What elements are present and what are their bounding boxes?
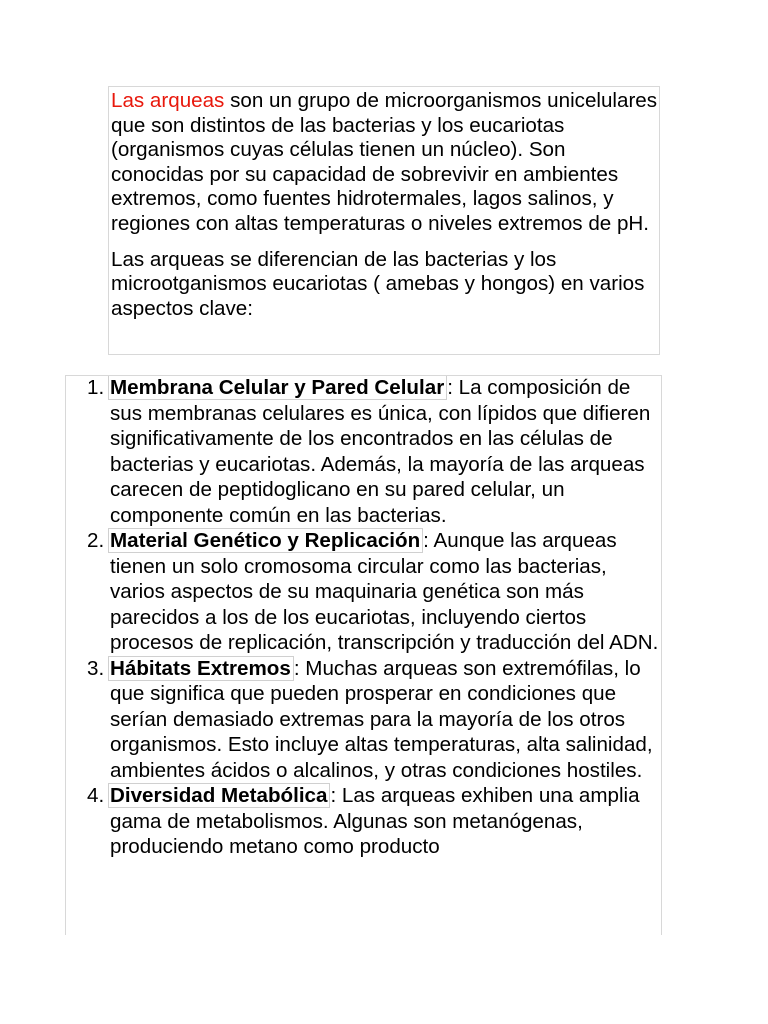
aspects-list: [66, 375, 661, 860]
intro-paragraph: [111, 89, 659, 237]
list-item: [66, 528, 661, 656]
list-item: [66, 656, 661, 784]
list-item-number: 2.: [87, 529, 105, 552]
list-item-term: Hábitats Extremos: [108, 656, 294, 681]
list-item: [66, 783, 661, 860]
list-item-text: : La composición de sus membranas celulares es única, con lípidos que difieren significativamente de los encontrados en las células de bacterias y eucariotas. Además, la mayoría de las arqueas carecen de peptidoglicano en su pared celular, un componente común en las bacterias.: [110, 376, 651, 527]
list-item: [66, 375, 661, 528]
list-item-text: : Muchas arqueas son extremófilas, lo que significa que pueden prosperar en condiciones que serían demasiado extremas para la mayoría de los otros organismos. Esto incluye altas temperaturas, alta salinidad, ambientes ácidos o alcalinos, y otras condiciones hostiles.: [110, 656, 653, 782]
list-item-number: 3.: [87, 656, 105, 680]
intro-section: [108, 86, 660, 355]
list-item-number: 1.: [87, 376, 105, 399]
highlighted-term: Las arqueas: [111, 89, 225, 112]
list-item-term: Membrana Celular y Pared Celular: [108, 375, 447, 400]
list-item-number: 4.: [87, 784, 105, 807]
list-item-term: Material Genético y Replicación: [108, 528, 423, 553]
list-item-term: Diversidad Metabólica: [108, 783, 330, 808]
intro-paragraph-text: son un grupo de microorganismos unicelulares que son distintos de las bacterias y los eucariotas (organismos cuyas células tienen un núcleo). Son conocidas por su capacidad de sobrevivir en ambientes extremos, como fuentes hidrotermales, lagos salinos, y regiones con altas temperaturas o niveles extremos de pH.: [111, 89, 658, 235]
intro-paragraph-2: Las arqueas se diferencian de las bacterias y los microotganismos eucariotas ( amebas y hongos) en varios aspectos clave:: [111, 247, 645, 320]
list-item-text: : Aunque las arqueas tienen un solo cromosoma circular como las bacterias, varios aspectos de su maquinaria genética son más parecidos a los de los eucariotas, incluyendo ciertos procesos de replicación, transcripción y traducción del ADN.: [110, 529, 659, 654]
list-item-text: : Las arqueas exhiben una amplia gama de metabolismos. Algunas son metanógenas, produciendo metano como producto: [110, 784, 640, 858]
aspects-list-section: [65, 375, 662, 935]
